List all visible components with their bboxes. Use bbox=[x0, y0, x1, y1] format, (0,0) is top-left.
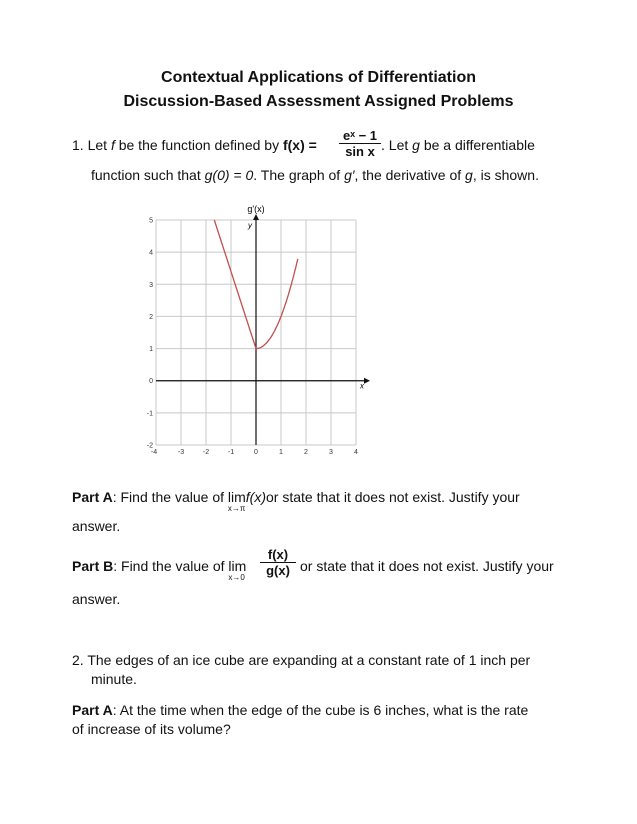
part-b-1-line-1 bbox=[72, 558, 247, 582]
text: . The graph of bbox=[253, 167, 341, 183]
problem-1-line-1b bbox=[381, 137, 535, 153]
fraction-numerator: f(x) bbox=[260, 547, 296, 563]
y-tick-label: 1 bbox=[149, 346, 153, 354]
y-tick-label: 3 bbox=[149, 281, 153, 289]
y-tick-label: 0 bbox=[149, 378, 153, 386]
part-a-2-line-2: of increase of its volume? bbox=[72, 721, 231, 737]
text: . Let bbox=[381, 137, 409, 153]
x-tick-label: -4 bbox=[150, 449, 158, 456]
var-g: g bbox=[412, 137, 420, 153]
var-f: f bbox=[110, 137, 115, 153]
text: , is shown. bbox=[472, 167, 539, 183]
lim: lim bbox=[228, 558, 247, 574]
g-prime-graph bbox=[140, 200, 380, 465]
x-axis-arrow bbox=[364, 378, 370, 384]
text: be the function defined by bbox=[118, 137, 280, 153]
x-tick-label: 0 bbox=[254, 449, 258, 456]
problem-2-line-1 bbox=[72, 652, 530, 668]
part-a-1-line-2: answer. bbox=[72, 518, 121, 534]
text: or state that it does not exist. Justify your bbox=[266, 489, 520, 505]
part-b-1-line-1b: or state that it does not exist. Justify your bbox=[300, 558, 554, 574]
page-subtitle: Discussion-Based Assessment Assigned Problems bbox=[123, 93, 514, 110]
x-tick-label: 1 bbox=[279, 449, 283, 456]
g0: g(0) = 0 bbox=[204, 167, 254, 183]
lim-subscript: x→π bbox=[227, 504, 246, 513]
x-tick-label: -3 bbox=[177, 449, 185, 456]
text: function such that bbox=[91, 167, 201, 183]
fraction-numerator: eˣ − 1 bbox=[339, 128, 381, 144]
x-tick-label: -1 bbox=[227, 449, 235, 456]
text: : Find the value of bbox=[112, 489, 225, 505]
x-tick-label: 3 bbox=[329, 449, 333, 456]
problem-number: 1. bbox=[72, 137, 84, 153]
var-g: g bbox=[465, 167, 473, 183]
text: be a differentiable bbox=[423, 137, 535, 153]
text: The edges of an ice cube are expanding at a constant rate of 1 inch per bbox=[87, 652, 531, 668]
y-axis-arrow bbox=[253, 214, 259, 220]
lim-subscript: x→0 bbox=[228, 573, 245, 582]
f-fraction bbox=[339, 128, 381, 159]
part-label: Part A bbox=[72, 702, 113, 718]
y-tick-label: -2 bbox=[146, 442, 153, 450]
part-a-1-line-1 bbox=[72, 489, 520, 513]
x-tick-label: 4 bbox=[354, 449, 358, 456]
g-prime: g′ bbox=[344, 167, 355, 183]
page-title: Contextual Applications of Differentiation bbox=[161, 69, 476, 86]
text: : Find the value of bbox=[113, 558, 225, 574]
problem-number: 2. bbox=[72, 652, 84, 668]
y-axis-label: y bbox=[248, 221, 252, 230]
axes bbox=[156, 214, 370, 445]
y-tick-label: 2 bbox=[149, 313, 153, 321]
y-tick-label: 5 bbox=[149, 217, 153, 225]
fraction-denominator: sin x bbox=[345, 144, 375, 159]
part-label: Part B bbox=[72, 558, 114, 574]
lim: lim bbox=[227, 489, 246, 505]
text: Let bbox=[87, 137, 108, 153]
y-tick-label: -1 bbox=[146, 410, 153, 418]
text: : At the time when the edge of the cube is 6 inches, what is the rate bbox=[112, 702, 529, 718]
y-tick-label: 4 bbox=[149, 249, 153, 257]
x-axis-label: x bbox=[360, 381, 364, 391]
fraction-denominator: g(x) bbox=[266, 563, 290, 578]
problem-2-line-2: minute. bbox=[91, 671, 137, 687]
fx-label: f(x) = bbox=[282, 137, 317, 153]
problem-1-line-1 bbox=[72, 137, 317, 153]
x-tick-label: 2 bbox=[304, 449, 308, 456]
chart-title: g'(x) bbox=[247, 204, 265, 214]
x-tick-label: -2 bbox=[202, 449, 210, 456]
text: , the derivative of bbox=[354, 167, 462, 183]
problem-1-line-2 bbox=[91, 167, 539, 183]
part-b-1-line-2: answer. bbox=[72, 591, 121, 607]
part-a-2-line-1 bbox=[72, 702, 528, 718]
part-label: Part A bbox=[72, 489, 113, 505]
limit-fraction bbox=[260, 547, 296, 578]
fx: f(x) bbox=[245, 489, 267, 505]
